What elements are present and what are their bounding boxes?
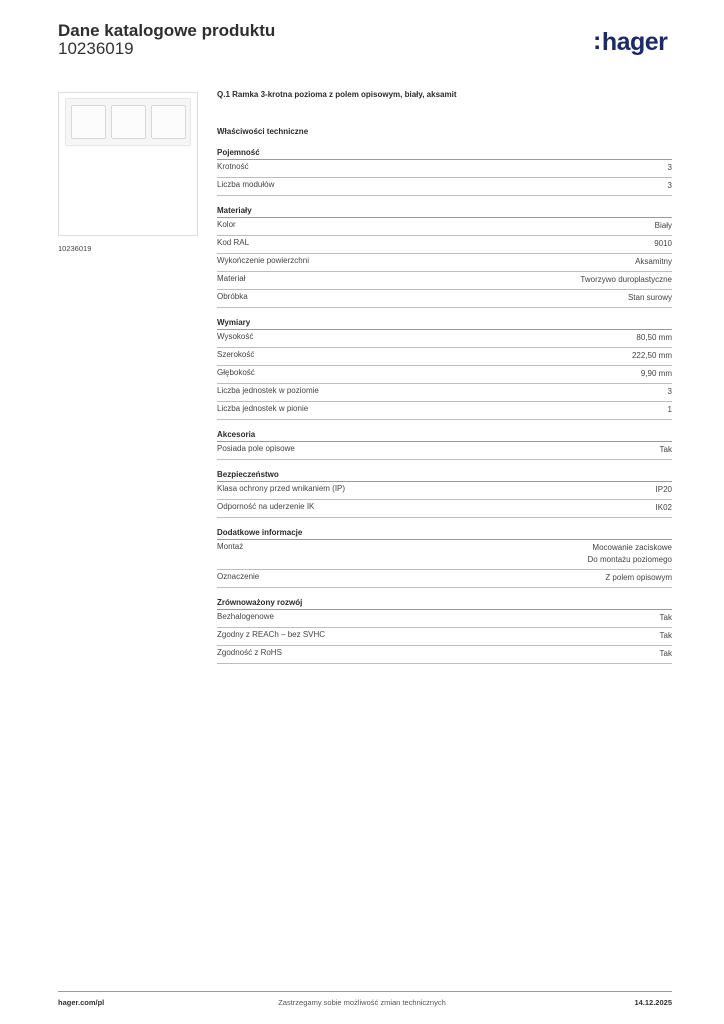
- spec-value-line: IP20: [655, 485, 672, 494]
- spec-row: [217, 646, 672, 664]
- spec-value-line: Tak: [659, 445, 672, 454]
- frame-window: [111, 105, 146, 139]
- spec-group: [217, 430, 672, 460]
- spec-value-line: 222,50 mm: [631, 351, 672, 360]
- spec-value: [668, 162, 672, 174]
- spec-label: Liczba jednostek w pionie: [217, 404, 309, 413]
- spec-label: Obróbka: [217, 292, 248, 301]
- product-code: 10236019: [58, 39, 134, 58]
- spec-row: [217, 500, 672, 518]
- spec-value: [632, 350, 672, 362]
- spec-value: [668, 404, 672, 416]
- spec-value: [660, 444, 672, 456]
- footer-disclaimer: Zastrzegamy sobie możliwość zmian technicznych: [278, 998, 446, 1007]
- spec-group: [217, 598, 672, 664]
- spec-row: [217, 330, 672, 348]
- spec-group-title: Wymiary: [217, 318, 672, 330]
- spec-label: Zgodność z RoHS: [217, 648, 282, 657]
- spec-label: Liczba modułów: [217, 180, 275, 189]
- spec-row: [217, 160, 672, 178]
- spec-row: [217, 570, 672, 588]
- spec-value: [660, 648, 672, 660]
- spec-value: [656, 502, 672, 514]
- spec-label: Bezhalogenowe: [217, 612, 274, 621]
- spec-value-line: 3: [667, 181, 672, 190]
- spec-row: [217, 272, 672, 290]
- spec-value: [628, 292, 672, 304]
- spec-group: [217, 148, 672, 196]
- spec-group-title: Pojemność: [217, 148, 672, 160]
- spec-row: [217, 366, 672, 384]
- spec-value: [660, 630, 672, 642]
- spec-row: [217, 236, 672, 254]
- spec-value-line: Tworzywo duroplastyczne: [580, 275, 672, 284]
- spec-value: [655, 220, 672, 232]
- spec-value: [635, 256, 672, 268]
- spec-group: [217, 206, 672, 308]
- spec-value-line: Mocowanie zaciskowe: [592, 543, 672, 552]
- spec-label: Montaż: [217, 542, 244, 551]
- spec-groups: [217, 148, 672, 664]
- logo-text: hager: [601, 28, 668, 56]
- frame-window: [151, 105, 186, 139]
- spec-value: [668, 180, 672, 192]
- spec-label: Odporność na uderzenie IK: [217, 502, 315, 511]
- spec-row: [217, 628, 672, 646]
- spec-value-line: Biały: [654, 221, 672, 230]
- product-image-frame: [58, 92, 198, 236]
- spec-group-title: Bezpieczeństwo: [217, 470, 672, 482]
- spec-label: Kolor: [217, 220, 236, 229]
- spec-group: [217, 528, 672, 588]
- spec-group: [217, 318, 672, 420]
- image-caption: 10236019: [58, 244, 92, 253]
- spec-value-line: Tak: [659, 649, 672, 658]
- spec-label: Szerokość: [217, 350, 255, 359]
- spec-label: Wykończenie powierzchni: [217, 256, 309, 265]
- spec-label: Posiada pole opisowe: [217, 444, 295, 453]
- frame-window: [71, 105, 106, 139]
- spec-row: [217, 254, 672, 272]
- spec-label: Klasa ochrony przed wnikaniem (IP): [217, 484, 346, 493]
- spec-value-line: 3: [667, 163, 672, 172]
- spec-label: Liczba jednostek w poziomie: [217, 386, 319, 395]
- spec-group-title: Materiały: [217, 206, 672, 218]
- spec-value-line: 9,90 mm: [640, 369, 672, 378]
- spec-value-line: Aksamitny: [635, 257, 672, 266]
- logo-mark-icon: :: [593, 27, 601, 55]
- spec-row: [217, 348, 672, 366]
- spec-value: [580, 274, 672, 286]
- document-title: Dane katalogowe produktu: [58, 21, 276, 40]
- footer-website: hager.com/pl: [58, 998, 105, 1007]
- footer-date: 14.12.2025: [634, 998, 672, 1007]
- spec-value-line: IK02: [655, 503, 672, 512]
- spec-row: [217, 290, 672, 308]
- product-image: [65, 98, 191, 146]
- spec-label: Wysokość: [217, 332, 254, 341]
- spec-label: Kod RAL: [217, 238, 250, 247]
- section-title: Właściwości techniczne: [217, 127, 309, 136]
- spec-label: Oznaczenie: [217, 572, 260, 581]
- spec-value-line: 9010: [654, 239, 672, 248]
- spec-value: [654, 238, 672, 250]
- spec-row: [217, 384, 672, 402]
- spec-value-line: Z polem opisowym: [605, 573, 672, 582]
- spec-row: [217, 540, 672, 570]
- spec-label: Materiał: [217, 274, 246, 283]
- spec-value-line: 3: [667, 387, 672, 396]
- spec-value-line: 80,50 mm: [636, 333, 672, 342]
- spec-value: [588, 542, 673, 566]
- spec-row: [217, 610, 672, 628]
- spec-row: [217, 482, 672, 500]
- spec-group-title: Zrównoważony rozwój: [217, 598, 672, 610]
- spec-content: [217, 90, 672, 674]
- spec-value: [636, 332, 672, 344]
- product-name: Q.1 Ramka 3-krotna pozioma z polem opisowym, biały, aksamit: [217, 90, 457, 99]
- spec-value: [605, 572, 672, 584]
- footer-divider: [58, 991, 672, 992]
- spec-row: [217, 218, 672, 236]
- spec-value-line: Do montażu poziomego: [587, 555, 672, 564]
- spec-group-title: Dodatkowe informacje: [217, 528, 672, 540]
- hager-logo: [593, 28, 667, 57]
- spec-value-line: Tak: [659, 613, 672, 622]
- spec-value-line: Stan surowy: [627, 293, 672, 302]
- spec-value: [641, 368, 672, 380]
- spec-group: [217, 470, 672, 518]
- spec-row: [217, 442, 672, 460]
- spec-row: [217, 178, 672, 196]
- spec-row: [217, 402, 672, 420]
- spec-value-line: 1: [667, 405, 672, 414]
- spec-label: Zgodny z REACh – bez SVHC: [217, 630, 326, 639]
- spec-label: Głębokość: [217, 368, 255, 377]
- spec-value: [668, 386, 672, 398]
- spec-label: Krotność: [217, 162, 249, 171]
- spec-value: [656, 484, 672, 496]
- spec-value-line: Tak: [659, 631, 672, 640]
- spec-group-title: Akcesoria: [217, 430, 672, 442]
- spec-value: [660, 612, 672, 624]
